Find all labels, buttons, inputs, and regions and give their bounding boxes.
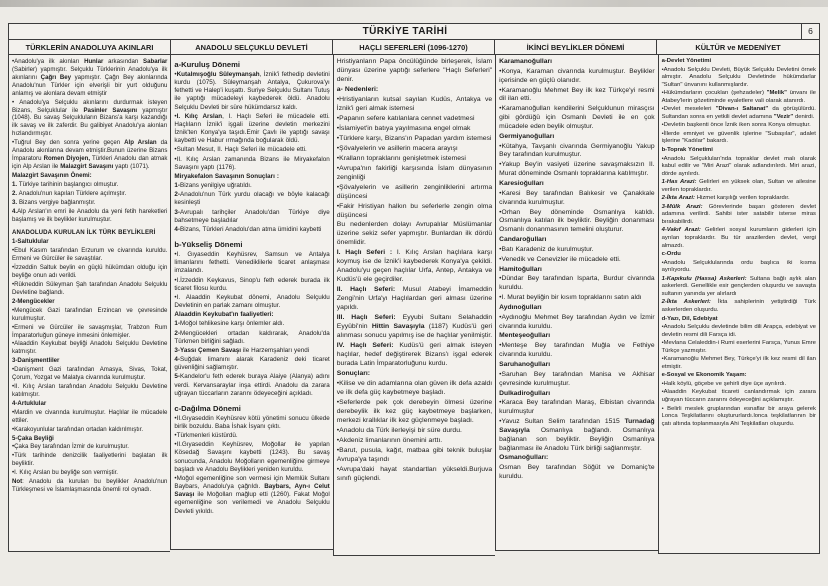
paragraph: •Danişment Gazi tarafından Amasya, Sivas, Tokat, Çorum, Yozgat ve Malatya civarında kurulmuştur. bbox=[12, 366, 168, 382]
sub-heading: c-Ordu bbox=[661, 251, 681, 258]
paragraph: •II. Kılıç Arslan zamanında Bizans ile Miryakefalon Savaşını yaptı (1176). bbox=[174, 155, 330, 171]
paragraph: •Fakir Hristiyan halkın bu seferlerle zengin olma düşüncesi bbox=[336, 202, 493, 219]
paragraph: •Karamanoğlu Mehmet Bey, Türkçe'yi ilk kez resmi dil ilan etmiştir. bbox=[661, 356, 816, 370]
paragraph: •II. Kılıç Arslan tarafından Anadolu Selçuklu Devletine katılmıştır. bbox=[12, 383, 168, 398]
paragraph: •Hükümdarların çocukları (şehzadeler) "Melik" ünvanı ile Atabey'lerin gözetiminde eyaletlere vali olarak atanırdı. bbox=[661, 90, 816, 104]
paragraph: •Sultan Mesut, II. Haçlı Seferi ile mücadele etti. bbox=[174, 146, 307, 154]
paragraph: •Kutalmışoğlu Süleymanşah, İznik'i fethedip devletini kurdu (1075). Süleymanşah Antalya, Çukurova'yı fethetti ve Halep'i kuşattı. Suriye Selçuklu Sultanı Tutuş ile yaptığı mücadeleyi kaybederek öldü. Anadolu Selçuklu Devleti bir süre hükümdarsız kaldı. bbox=[174, 70, 330, 111]
sub-heading: d-Yazı, Dil, Edebiyat bbox=[661, 315, 718, 322]
sub-heading: Saruhanoğulları bbox=[499, 361, 551, 368]
paragraph: 1-Kapıkulu (Hassa) Askerleri: Sultana bağlı aylık alan askerlerdi. Genellikle esir gençlerden oluşurdu ve savaşta sultanın yanında yer alırlardı bbox=[661, 275, 816, 297]
paragraph: •Şövalyelerin ve asillerin macera arayışı bbox=[336, 144, 458, 152]
sub-heading: Hamitoğulları bbox=[499, 265, 542, 273]
paragraph: •Papanın sefere katılanlara cennet vadetmesi bbox=[336, 114, 475, 122]
paragraph: •Karamanoğulları kendilerini Selçuklunun mirasçısı gibi gördüğü için Osmanlı Devleti ile en çok mücadele eden beylik olmuştur. bbox=[499, 105, 655, 130]
paragraph: •İslamiyet'in batıya yayılmasına engel olmak bbox=[336, 124, 471, 132]
paragraph: • Belirli meslek gruplarından esnaflar bir araya gelerek Lonca Teşkilatlarını oluştururlardı.lonca teşkilatlarının bir çatı altında toplanmasıyla Ahi Teşkilatları oluşurdu. bbox=[661, 405, 816, 427]
paragraph: •Akdeniz limanlarının önemini arttı. bbox=[336, 436, 443, 444]
paragraph: •Karamanoğlu Mehmet Bey ilk kez Türkçe'yi resmi dil ilan etti. bbox=[499, 86, 655, 103]
paragraph: 2-İkta Askerleri: İkta sahiplerinin yetiştirdiği Türk askerlerden oluşurdu. bbox=[661, 299, 816, 313]
column-header-hacli: HAÇLI SEFERLERİ (1096-1270) bbox=[333, 40, 495, 54]
paragraph: •Tuğrul Bey den sonra yerine geçen Alp Arslan da Anadolu akınlarına devam etmiştir.Bunun üzerine Bizans İmparatoru Romen Diyojen, Türkleri Anadolu dan atmak için Alp Arslan ile Malazgirt Savaşını yaptı (1071). bbox=[12, 139, 168, 170]
paragraph: •Karesi Bey tarafından Balıkesir ve Çanakkale civarında kurulmuştur. bbox=[499, 189, 655, 206]
paragraph: •Türk tarihinde denizcilik faaliyetlerini başlatan ilk beyliktir. bbox=[12, 452, 168, 468]
paragraph: 4-Bizans, Türkleri Anadolu'dan atma ümidini kaybetti bbox=[174, 225, 322, 233]
sub-heading: 4-Artuklular bbox=[12, 399, 47, 407]
paragraph: •Anadolu Selçuklularında ordu başlıca iki kısma ayrılıyordu. bbox=[661, 259, 816, 274]
paragraph: • Anadolu'ya Selçuklu akınlarını durdurmak isteyen Bizans, Selçuklular ile Pasinler Savaşını yapmıştır (1048). Bu savaş Selçukluların Bizans'a karşı kazandığı ilk savaş ve ilk zaferdir. Bu galibiyet Anadolu'ya akınları hızlandırmıştır. bbox=[12, 98, 168, 138]
paragraph: 1-Has Arazi: Gelirleri en yüksek olan, Sultan ve ailesine verilen topraklardır. bbox=[661, 179, 816, 193]
paragraph: Osman Bey tarafından Söğüt ve Domaniç'te kuruldu. bbox=[499, 464, 655, 481]
column-header-beylikler: İKİNCİ BEYLİKLER DÖNEMİ bbox=[495, 40, 657, 54]
paragraph: •Halk köylü, göçebe ve şehirli diye üçe ayrılırdı. bbox=[661, 380, 787, 387]
column-header-selcuklu: ANADOLU SELÇUKLU DEVLETİ bbox=[171, 40, 333, 54]
page-number: 6 bbox=[801, 24, 819, 39]
paragraph: •Venedik ve Cenevizler ile mücadele etti. bbox=[499, 255, 621, 263]
paragraph: •Kilise ve din adamlarına olan güven ilk defa azaldı ve ilk defa güç kaybetmeye başladı. bbox=[336, 379, 493, 396]
paragraph: •Anadolu Selçuklu Devleti, Büyük Selçuklu Devletini örnek almıştır. Anadolu Selçuklu Devletinde hükümdarlar "Sultan" ünvanını kullanmışlardır. bbox=[661, 66, 816, 88]
sub-heading: e-Sosyal ve Ekonomik Yaşam: bbox=[661, 372, 747, 379]
paragraph: •Avrupa'daki hayat standartları yükseldi.Burjuva sınıfı güçlendi. bbox=[336, 465, 493, 482]
paragraph: •Türklere karşı, Bizans'ın Papadan yardım istemesi bbox=[336, 134, 492, 142]
paragraph: •II.Gıyaseddin Keyhüsrev, Moğollar ile yapılan Kösedağ Savaşını kaybetti (1243). Bu savaş sonucunda, Anadolu Moğolların egemenliğine girmeye başladı ve Anadolu Beylikleri yeniden kuruldu. bbox=[174, 441, 330, 473]
paragraph: •Menteşe Bey tarafından Muğla ve Fethiye civarında kuruldu. bbox=[499, 342, 655, 359]
paragraph: IV. Haçlı Seferi: Kudüs'ü geri almak isteyen haçlılar, hedef değiştirerek Bizans'ı işgal ederek burada Latin İmparatorluğunu kurdu. bbox=[336, 342, 493, 367]
paragraph: 3-Avrupalı tarihçiler Anadolu'dan Türkiye diye bahsetmeye başladılar bbox=[174, 208, 330, 224]
paragraph: •I. Gıyaseddin Keyhüsrev, Samsun ve Antalya limanlarını fethetti. Venediklilerle ticaret anlaşması imzalandı. bbox=[174, 250, 330, 275]
paragraph: •Mevlana Celaleddin-i Rumi eserlerini Farsça, Yunus Emre Türkçe yazmıştır. bbox=[661, 340, 816, 354]
columns-body bbox=[8, 55, 820, 556]
sub-heading: 1-Saltuklular bbox=[12, 238, 49, 246]
paragraph: •Anadolu'ya ilk akınları Hunlar arkasından Sabarlar (Sabirler) yapmıştır. Selçuklu Türklerinin Anadolu'ya ilk akınlarını Çağrı Bey yapmıştır. Çağrı Bey akınlarında Anadolu'nun Türkler için elverişli bir yurt olduğunu anlamış ve akınlara devam etmiştir bbox=[12, 58, 168, 97]
paragraph: 5-Kandelor'u feth ederek buraya Alaiye (Alanya) adını verdi. Kervansaraylar inşa ettirdi. Anadolu da zarara uğrayan tüccarların zararını ödeyeceğini açıkladı. bbox=[174, 373, 330, 397]
sub-heading: b-Toprak Yönetimi bbox=[661, 147, 713, 154]
paragraph: 4-Suğdak limanını alarak Karadeniz deki ticaret güvenliğini sağlamıştır. bbox=[174, 356, 330, 372]
paragraph: 1. Türkiye tarihinin başlangıcı olmuştur. bbox=[12, 180, 119, 188]
paragraph: •Seferlerde pek çok derebeyin ölmesi üzerine derebeylik ilk kez güç kaybetmeye başlarken, merkezi krallıklar ilk kez güçlenmeye başladı. bbox=[336, 398, 493, 424]
paragraph: 1-Moğol tehlikesine karşı önlemler aldı. bbox=[174, 320, 285, 328]
section-heading: b-Yükseliş Dönemi bbox=[174, 240, 243, 250]
paragraph: •I. Kılıç Arslan bu beyliğe son vermiştir. bbox=[12, 469, 118, 477]
paragraph: •Kralların topraklarını genişletmek istemesi bbox=[336, 154, 466, 162]
paragraph: •II.Gıyaseddin Keyhüsrev kötü yönetimi sonucu ülkede birlik bozuldu. Baba İshak İsyanı çıktı. bbox=[174, 414, 330, 430]
paragraph: I. Haçlı Seferi : I. Kılıç Arslan haçlılara karşı koymuş ise de İznik'i kaybederek Konya'ya çekildi. Anadolu'yu geçen haçlılar Urfa, Antep, Antakya ve Kudüs'ü ele geçirdiler. bbox=[336, 249, 493, 284]
paragraph: •Ermeni ve Gürcüler ile savaşmışlar, Trabzon Rum İmparatorluğun güneye inmesini önlemişler. bbox=[12, 323, 168, 339]
scan-edge-artifact bbox=[0, 0, 828, 7]
column-selcuklu bbox=[170, 55, 332, 550]
sub-heading: Malazgirt Savaşının Önemi: bbox=[12, 171, 92, 179]
paragraph: •Aydınoğlu Mehmet Bey tarafından Aydın ve İzmir civarında kuruldu. bbox=[499, 313, 655, 330]
paragraph: •Batı Karadeniz de kurulmuştur. bbox=[499, 245, 594, 253]
paragraph: 3-Yassı Çemen Savaşı ile Harzemşahları yendi bbox=[174, 346, 310, 354]
paragraph: •Mardin ve civarında kurulmuştur. Haçlılar ile mücadele ettiler. bbox=[12, 408, 168, 424]
paragraph: 2-Anadolu'nun Türk yurdu olacağı ve böyle kalacağı kesinleşti bbox=[174, 191, 330, 207]
sub-heading: Aydınoğulları bbox=[499, 303, 542, 311]
paragraph: 4-Vakıf Arazi: Gelirleri sosyal kurumların giderleri için ayrılan topraklardır. Bu tür arazilerden devlet, vergi almazdı. bbox=[661, 227, 816, 249]
paragraph: •Orhan Bey döneminde Osmanlıya katıldı. Osmanlıya katılan ilk beyliktir. Beyliğin donanması Osmanlı donanmasının temelini oluşturur. bbox=[499, 208, 655, 234]
paragraph: •Çaka Bey tarafından İzmir de kurulmuştur. bbox=[12, 443, 129, 451]
sub-heading: Dulkadiroğulları bbox=[499, 389, 551, 397]
paragraph: •Kütahya, Tavşanlı civarında Germiyanoğlu Yakup Bey tarafından kurulmuştur. bbox=[499, 142, 655, 159]
column-header-kultur: KÜLTÜR ve MEDENİYET bbox=[695, 42, 781, 52]
paragraph: •Konya, Karaman civarında kurulmuştur. Beylikler içerisinde en güçlü olanıdır. bbox=[499, 67, 655, 84]
column-kultur bbox=[658, 55, 820, 554]
paragraph: 3. Bizans vergiye bağlanmıştır. bbox=[12, 198, 96, 206]
paragraph: Not: Anadolu da kurulan bu beylikler Anadolu'nun Türkleşmesi ve İslamlaşmasında önemli rol oynadı. bbox=[12, 478, 168, 494]
page-title: TÜRKİYE TARİHİ bbox=[362, 26, 448, 37]
paragraph: III. Haçlı Seferi: Eyyubi Sultanı Selahaddin Eyyübi'nin Hittin Savaşıyla (1187) Kudüs'ü geri alınması sonucu yapılmış ise de haçlılar yenilmiştir. bbox=[336, 314, 493, 340]
paragraph: •I. Alaaddin Keykubat dönemi, Anadolu Selçuklu Devletinin en parlak zamanı olmuştur. bbox=[174, 293, 330, 310]
sub-heading: 3-Danişmentliler bbox=[12, 357, 60, 365]
paragraph: •İzzeddin Saltuk beylin en güçlü hükümdarı olduğu için beyliğe onun adı verildi. bbox=[12, 264, 168, 280]
paragraph: •Türkmenleri küstürdü. bbox=[174, 432, 238, 440]
paragraph: •Yavuz Sultan Selim tarafından 1515 Turnadağ Savaşıyla Osmanlıya bağlandı. Osmanlıya bağlanan son beyliktir. Beyliğin Osmanlıya bağlanması ile Anadolu Türk birliği sağlanmıştır. bbox=[499, 418, 655, 452]
paragraph: •Rükneddin Süleyman Şah tarafından Anadolu Selçuklu Devletine bağlandı. bbox=[12, 280, 168, 296]
paragraph: •Avrupa'nın fakirliği karşısında İslam dünyasının zenginliği bbox=[336, 164, 493, 181]
paragraph: •Alaaddin Keykubat ticareti canlandırmak için zarara uğrayan tüccarın zararını ödeyeceğini açıklamıştır. bbox=[661, 389, 816, 403]
paragraph: •Anadolu da Türk ilerleyişi bir süre durdu. bbox=[336, 426, 462, 434]
paragraph: •Yakup Bey'in vasiyeti üzerine savaşmaksızın II. Murat döneminde Osmanlı topraklarına katılmıştır. bbox=[499, 161, 655, 178]
sub-heading: Karesioğulları bbox=[499, 179, 544, 187]
paragraph: •Alaaddin Keykubat beyliği Anadolu Selçuklu Devletine katmıştır. bbox=[12, 340, 168, 356]
sub-heading: Candaroğulları bbox=[499, 236, 547, 244]
paragraph: •Anadolu Selçuklu devletinde bilim dili Arapça, edebiyat ve devletin resmi dili Farsça idi. bbox=[661, 324, 816, 338]
paragraph: •Barut, pusula, kağıt, matbaa gibi teknik buluşlar Avrupa'ya taşındı bbox=[336, 446, 493, 463]
sub-heading: Osmanoğulları: bbox=[499, 454, 549, 462]
paragraph: •Hristiyanların kutsal sayılan Kudüs, Antakya ve İznik'i geri almak istemesi bbox=[336, 95, 493, 112]
caps-heading: ANADOLUDA KURULAN İLK TÜRK BEYLİKLERİ bbox=[12, 229, 156, 237]
paragraph: 1-Bizans yenilgiye uğratıldı. bbox=[174, 182, 252, 190]
paragraph: •Dündar Bey tarafından Isparta, Burdur civarında kuruldu. bbox=[499, 275, 655, 292]
sub-heading: 5-Çaka Beyliği bbox=[12, 434, 54, 442]
paragraph: •Anadolu Selçukluları'nda topraklar devlet malı olarak kabul edilir ve "Miri Arazi" olarak adlandırılırdı. Miri arazi, dörde ayrılırdı. bbox=[661, 155, 816, 177]
paragraph: •Ebul Kasım tarafından Erzurum ve civarında kuruldu. Ermeni ve Gürcüler ile savaştılar. bbox=[12, 247, 168, 263]
paragraph: 2. Anadolu'nun kapıları Türklere açılmıştır. bbox=[12, 189, 127, 197]
paragraph: •Karakoyunlular tarafından ortadan kaldırılmıştır. bbox=[12, 425, 144, 433]
paragraph: 2-Mengücekleri ortadan kaldırarak, Anadolu'da Türkmen birliğini sağladı. bbox=[174, 329, 330, 345]
column-beylikler bbox=[495, 55, 657, 551]
section-heading: a-Kuruluş Dönemi bbox=[174, 60, 240, 69]
sub-heading: a-Devlet Yönetimi bbox=[661, 58, 712, 64]
paragraph: Hristiyanların Papa öncülüğünde birleşerek, İslam dünyası üzerine yaptığı seferlere "Haçlı Seferleri" denir. bbox=[336, 58, 493, 83]
sub-heading: Alaaddin Keykubat'ın faaliyetleri: bbox=[174, 311, 274, 319]
sub-heading: Germiyanoğulları bbox=[499, 132, 555, 140]
paragraph: Bu nedenlerden dolayı Avrupalılar Müslümanlar üzerine sekiz sefer yapmıştır. Bunlardan ilk dördü önemlidir. bbox=[336, 221, 493, 247]
paragraph: •Devlet meseleleri "Divan-ı Saltanat" da görüşülürdü. Sultandan sonra en yetkili devlet adamına "Vezir" denirdi. bbox=[661, 106, 816, 120]
paragraph: •Moğol egemenliğine son vermesi için Memlük Sultanı Baybars, Anadolu'ya çağrıldı. Baybars, Ayn-ı Celut Savaşı ile Moğolları mağlup etti (1260). Fakat Moğol egemenliğine son verilemedi ve Anadolu Selçuklu Devleti yıkıldı. bbox=[174, 474, 330, 515]
paragraph: 3-Mülk Arazi: Görevlerinde başarı gösteren devlet adamına verilirdi. Sahibi ister satabilir isterse miras bırakabilirdi. bbox=[661, 203, 816, 225]
paragraph: •I.İzzeddin Keykavus, Sinop'u feth ederek burada ilk ticaret filosu kurdu. bbox=[174, 276, 330, 292]
sub-heading: a- Nedenleri: bbox=[336, 85, 379, 93]
paragraph: •I. Murat beyliğin bir kısım topraklarını satın aldı bbox=[499, 294, 642, 302]
sub-heading: 2-Mengücekler bbox=[12, 297, 55, 305]
paragraph: •I. Kılıç Arslan, I. Haçlı Seferi ile mücadele etti. Haçlıların İznik'i işgali üzerine devletin merkezini İznik'ten Konya'ya taşıdı.Emir Çavlı ile yaptığı savaşı kaybetti ve Habur ırmağında boğularak öldü. bbox=[174, 112, 330, 145]
document-sheet bbox=[8, 23, 820, 556]
title-row bbox=[8, 23, 820, 40]
paragraph: •İllerde emniyet ve güvenlik işlerine "Subaşılar", adalet işlerine "Kadılar" bakardı. bbox=[661, 130, 816, 145]
paragraph: •Devletin başkenti önce İznik iken sonra Konya olmuştur. bbox=[661, 122, 811, 129]
paragraph: •Karaca Bey tarafından Maraş, Elbistan civarında kurulmuştur bbox=[499, 399, 655, 416]
sub-heading: Menteşeoğulları bbox=[499, 332, 551, 340]
paragraph: •Şövalyelerin ve asillerin zenginliklerini artırma düşüncesi bbox=[336, 183, 493, 200]
column-header-akinlar: TÜRKLERİN ANADOLUYA AKINLARI bbox=[9, 40, 171, 54]
sub-heading: Miryakefalon Savaşının Sonuçları : bbox=[174, 172, 279, 180]
column-hacli bbox=[333, 55, 495, 556]
paragraph: 2-İkta Arazi: Hizmet karşılığı verilen topraklardır. bbox=[661, 195, 790, 202]
sub-heading: Sonuçları: bbox=[336, 369, 371, 377]
sub-heading: Karamanoğulları bbox=[499, 58, 552, 65]
column-header-row bbox=[8, 40, 820, 55]
section-heading: c-Dağılma Dönemi bbox=[174, 403, 241, 413]
paragraph: •Saruhan Bey tarafından Manisa ve Akhisar çevresinde kurulmuştur. bbox=[499, 370, 655, 387]
paragraph: •Mengücek Gazi tarafından Erzincan ve çevresinde kurulmuştur. bbox=[12, 306, 168, 322]
paragraph: 4.Alp Arslan'ın emri ile Anadolu da yeni fetih hareketleri başlamış ve ilk beylikler kurulmuştur. bbox=[12, 207, 168, 223]
paragraph: II. Haçlı Seferi: Musul Atabeyi İmameddin Zengi'nin Urfa'yı Haçlılardan geri alması üzerine yapıldı. bbox=[336, 286, 493, 312]
column-akinlar bbox=[8, 55, 170, 552]
